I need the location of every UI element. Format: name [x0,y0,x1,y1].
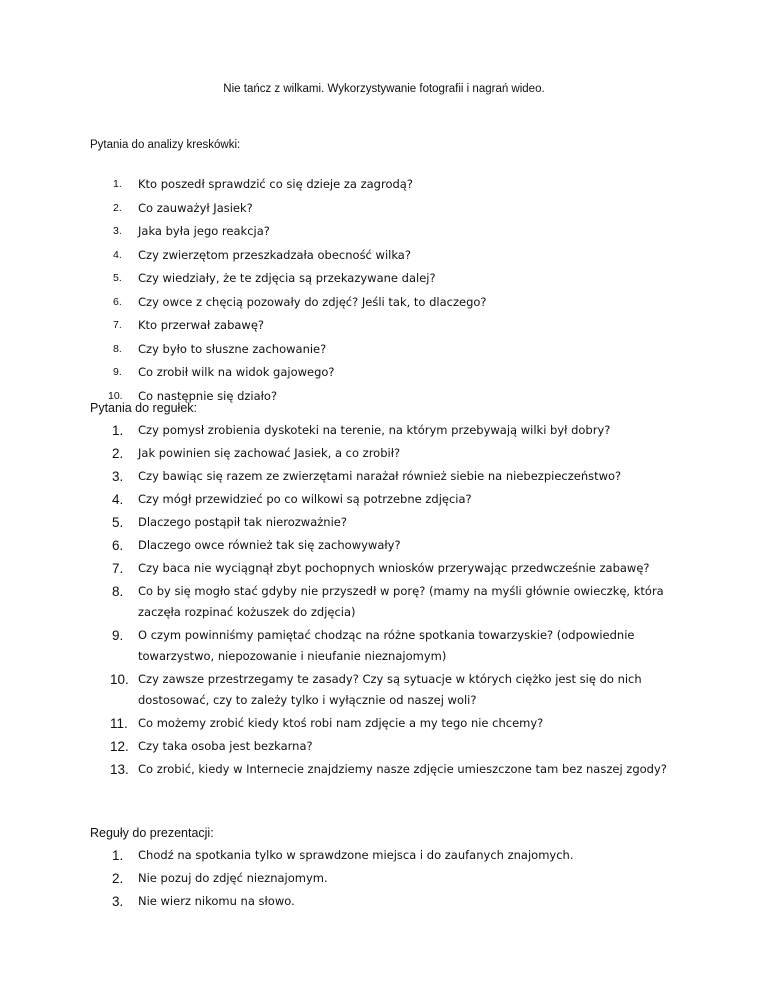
section-heading-presentation-rules: Reguły do prezentacji: [90,826,214,840]
list-item: 2. Nie pozuj do zdjęć nieznajomym. [112,871,328,886]
cartoon-questions-list [90,173,690,408]
list-item: 6. Czy owce z chęcią pozowały do zdjęć? Jeśli tak, to dlaczego? [113,294,487,309]
section-heading-rule-questions: Pytania do regułek: [90,401,198,415]
list-item: 6. Dlaczego owce również tak się zachowywały? [112,538,401,553]
list-item: 1. Kto poszedł sprawdzić co się dzieje za zagrodą? [113,177,413,191]
presentation-rules-list [90,845,690,914]
page-title: Nie tańcz z wilkami. Wykorzystywanie fotografii i nagrań wideo. [223,83,545,95]
list-item: 5. Dlaczego postąpił tak nierozważnie? [112,515,347,530]
list-item: 2. Co zauważył Jasiek? [113,200,253,215]
list-item: 5. Czy wiedziały, że te zdjęcia są przekazywane dalej? [113,271,436,285]
list-item: 4. Czy zwierzętom przeszkadzała obecność wilka? [113,247,411,262]
list-item: 7. Czy baca nie wyciągnął zbyt pochopnych wniosków przerywając przedwcześnie zabawę? [112,561,650,576]
list-item: 8. Co by się mogło stać gdyby nie przyszedł w porę? (mamy na myśli głównie owieczkę, która zaczęła rozpinać kożuszek do zdjęcia) [112,584,664,619]
list-item: 7. Kto przerwał zabawę? [113,318,265,332]
section-heading-cartoon-questions: Pytania do analizy kreskówki: [90,139,241,151]
list-item: 2. Jak powinien się zachować Jasiek, a co zrobił? [112,446,401,461]
list-item: 8. Czy było to słuszne zachowanie? [113,341,327,356]
list-item: 3. Jaka była jego reakcja? [113,224,270,238]
list-item: 3. Nie wierz nikomu na słowo. [112,894,295,909]
rule-questions-list [90,420,690,782]
list-item: 1. Czy pomysł zrobienia dyskoteki na terenie, na którym przebywają wilki był dobry? [112,423,611,438]
list-item: 13. Co zrobić, kiedy w Internecie znajdziemy nasze zdjęcie umieszczone tam bez naszej zgody? [110,762,667,777]
list-item: 3. Czy bawiąc się razem ze zwierzętami narażał również siebie na niebezpieczeństwo? [112,469,622,484]
list-item: 10. Czy zawsze przestrzegamy te zasady? Czy są sytuacje w których ciężko jest się do nich dostosować, czy to zależy tylko i wyłącznie od naszej woli? [110,672,642,707]
list-item: 9. O czym powinniśmy pamiętać chodząc na różne spotkania towarzyskie? (odpowiednie towarzystwo, niepozowanie i nieufanie nieznajomym) [112,628,635,663]
list-item: 1. Chodź na spotkania tylko w sprawdzone miejsca i do zaufanych znajomych. [112,848,574,863]
list-item: 4. Czy mógł przewidzieć po co wilkowi są potrzebne zdjęcia? [112,492,472,507]
list-item: 12. Czy taka osoba jest bezkarna? [110,739,313,754]
list-item: 9. Co zrobił wilk na widok gajowego? [113,365,335,379]
list-item: 11. Co możemy zrobić kiedy ktoś robi nam zdjęcie a my tego nie chcemy? [110,716,544,731]
list-item: 10. Co następnie się działo? [108,388,278,403]
